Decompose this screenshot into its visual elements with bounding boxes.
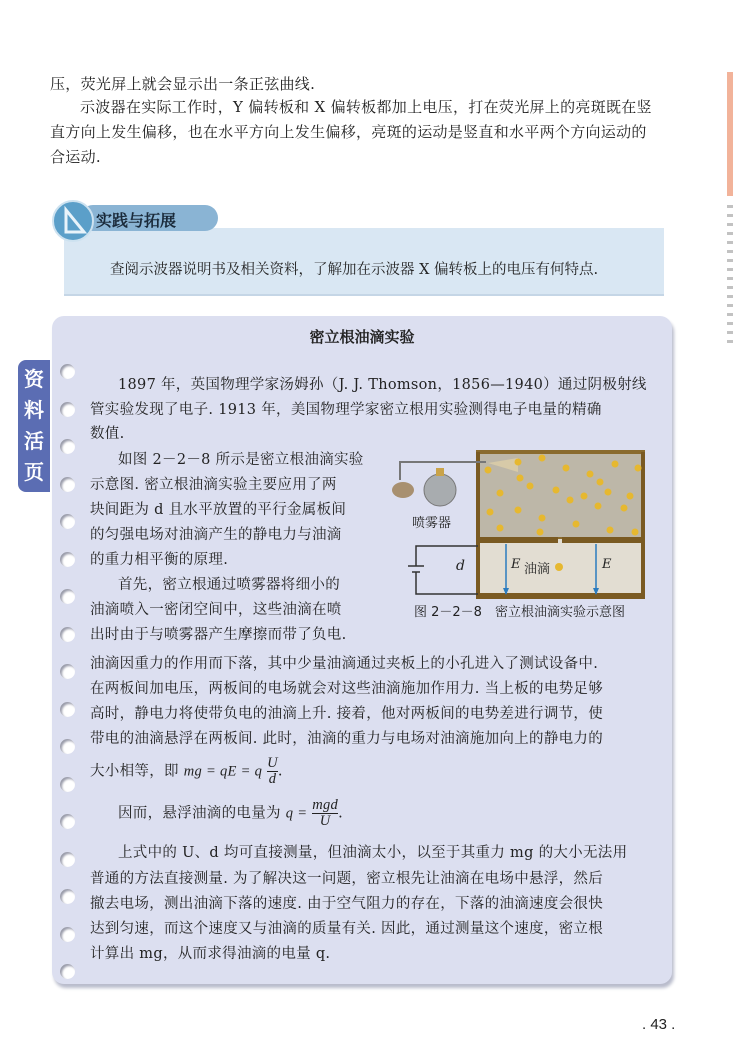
- oil-droplet: [567, 497, 574, 504]
- triangle-ruler-icon: [52, 200, 94, 242]
- numerator: mgd: [312, 797, 339, 813]
- oil-droplet: [517, 475, 524, 482]
- binder-ring: [60, 889, 75, 904]
- practice-title: 实践与拓展: [96, 211, 177, 230]
- text-line: 在两板间加电压，两板间的电场就会对这些油滴施加作用力. 当上板的电势足够: [90, 681, 604, 697]
- practice-box: [52, 200, 664, 296]
- text-line: 的重力相平衡的原理.: [90, 552, 229, 568]
- upper-plate: [562, 537, 643, 543]
- oil-droplet: [527, 483, 534, 490]
- edge-color-tab: [727, 72, 733, 196]
- oil-droplet: [485, 467, 492, 474]
- text-line: 计算出 mg，从而求得油滴的电量 q.: [90, 946, 331, 962]
- oil-droplet: [497, 490, 504, 497]
- oil-droplet: [555, 563, 563, 571]
- oil-droplet: [537, 529, 544, 536]
- binder-ring: [60, 552, 75, 567]
- e-label: E: [511, 557, 521, 572]
- lower-plate: [478, 593, 643, 599]
- d-label: d: [456, 558, 465, 574]
- text-line: 1897 年，英国物理学家汤姆孙（J. J. Thomson，1856—1940）通过阴极射线: [118, 377, 647, 393]
- oil-droplet: [627, 493, 634, 500]
- equation: q =: [285, 805, 308, 822]
- text-line: 数值.: [90, 426, 125, 442]
- oil-droplet: [487, 509, 494, 516]
- text-line: 如图 2－2－8 所示是密立根油滴实验: [118, 452, 364, 468]
- binder-ring: [60, 589, 75, 604]
- binder-ring: [60, 477, 75, 492]
- binder-ring: [60, 664, 75, 679]
- text-line: 出时由于与喷雾器产生摩擦而带了负电.: [90, 627, 347, 643]
- equation-prefix: 大小相等，即: [90, 763, 184, 780]
- side-tab: [18, 360, 50, 492]
- figure-caption: 图 2－2－8 密立根油滴实验示意图: [414, 605, 625, 620]
- fraction: [312, 798, 338, 829]
- text-line: 管实验发现了电子. 1913 年，美国物理学家密立根用实验测得电子电量的精确: [90, 402, 602, 418]
- oil-droplet: [607, 527, 614, 534]
- binder-ring: [60, 702, 75, 717]
- equation-prefix: 因而，悬浮油滴的电量为: [118, 805, 286, 822]
- oil-droplet: [587, 471, 594, 478]
- practice-text: 查阅示波器说明书及相关资料，了解加在示波器 X 偏转板上的电压有何特点.: [110, 262, 599, 278]
- denominator: d: [268, 771, 277, 787]
- oil-droplet: [515, 507, 522, 514]
- oil-droplet: [621, 505, 628, 512]
- edge-cropped-text: [727, 205, 733, 345]
- text-line: 直方向上发生偏移，也在水平方向上发生偏移，亮斑的运动是竖直和水平两个方向运动的: [50, 123, 647, 141]
- oil-droplet: [632, 529, 639, 536]
- text-line: 压，荧光屏上就会显示出一条正弦曲线.: [50, 75, 316, 93]
- binder-ring: [60, 364, 75, 379]
- battery-circuit: [408, 546, 478, 594]
- oil-droplet: [597, 479, 604, 486]
- text-line: 油滴因重力的作用而下落，其中少量油滴通过夹板上的小孔进入了测试设备中.: [90, 656, 599, 672]
- text-line: 油滴喷入一密闭空间中，这些油滴在喷: [90, 602, 342, 618]
- binder-ring: [60, 514, 75, 529]
- text-line: 撤去电场，测出油滴下落的速度. 由于空气阻力的存在，下落的油滴速度会很快: [90, 896, 604, 912]
- oil-droplet: [539, 455, 546, 462]
- denominator: U: [319, 813, 331, 829]
- text-line: 高时，静电力将使带负电的油滴上升. 接着，他对两板间的电势差进行调节，使: [90, 706, 604, 722]
- oil-droplet: [612, 461, 619, 468]
- text-line: 达到匀速，而这个速度又与油滴的质量有关. 因此，通过测量这个速度，密立根: [90, 921, 604, 937]
- binder-ring: [60, 439, 75, 454]
- oil-droplet: [539, 515, 546, 522]
- oil-drop-label: 油滴: [524, 562, 551, 577]
- binder-ring: [60, 777, 75, 792]
- sprayer-bottle: [424, 474, 456, 506]
- binder-ring: [60, 927, 75, 942]
- equation-line-2: 因而，悬浮油滴的电量为 q = $\frac{\text{mgd}}{U}$ .: [118, 797, 343, 829]
- upper-plate: [478, 537, 558, 543]
- oil-droplet: [553, 487, 560, 494]
- sprayer-label: 喷雾器: [412, 516, 452, 531]
- oil-droplet: [497, 525, 504, 532]
- text-line: 上式中的 U、d 均可直接测量，但油滴太小，以至于其重力 mg 的大小无法用: [118, 845, 628, 861]
- page-number: . 43 .: [642, 1016, 676, 1033]
- oil-droplet: [563, 465, 570, 472]
- oil-droplet: [581, 493, 588, 500]
- text-line: 普通的方法直接测量. 为了解决这一问题，密立根先让油滴在电场中悬浮，然后: [90, 871, 604, 887]
- e-label: E: [602, 557, 612, 572]
- oil-droplet: [595, 503, 602, 510]
- binder-ring: [60, 814, 75, 829]
- sprayer-bulb: [392, 482, 414, 498]
- binder-ring: [60, 852, 75, 867]
- binder-ring: [60, 739, 75, 754]
- text-line: 示意图. 密立根油滴实验主要应用了两: [90, 477, 337, 493]
- text-line: 首先，密立根通过喷雾器将细小的: [118, 577, 340, 593]
- text-line: 带电的油滴悬浮在两板间. 此时，油滴的重力与电场对油滴施加向上的静电力的: [90, 731, 604, 747]
- binder-ring: [60, 402, 75, 417]
- side-tab-label: 资料活页: [24, 367, 44, 484]
- fraction: [267, 756, 278, 787]
- binder-ring: [60, 627, 75, 642]
- equation-line-1: 大小相等，即 mg = qE = q $\frac{U}{d}$ .: [90, 755, 283, 787]
- text-line: 合运动.: [50, 148, 101, 166]
- text-line: 块间距为 d 且水平放置的平行金属板间: [90, 502, 347, 518]
- oil-droplet: [605, 489, 612, 496]
- binder-ring: [60, 964, 75, 979]
- text-line: 示波器在实际工作时，Y 偏转板和 X 偏转板都加上电压，打在荧光屏上的亮斑既在竖: [80, 98, 652, 116]
- oil-droplet: [515, 459, 522, 466]
- oil-droplet: [573, 521, 580, 528]
- equation: mg = qE = q: [183, 763, 263, 780]
- card-title: 密立根油滴实验: [309, 328, 415, 346]
- numerator: U: [267, 755, 278, 771]
- oil-droplet: [635, 465, 642, 472]
- text-line: 的匀强电场对油滴产生的静电力与油滴: [90, 527, 342, 543]
